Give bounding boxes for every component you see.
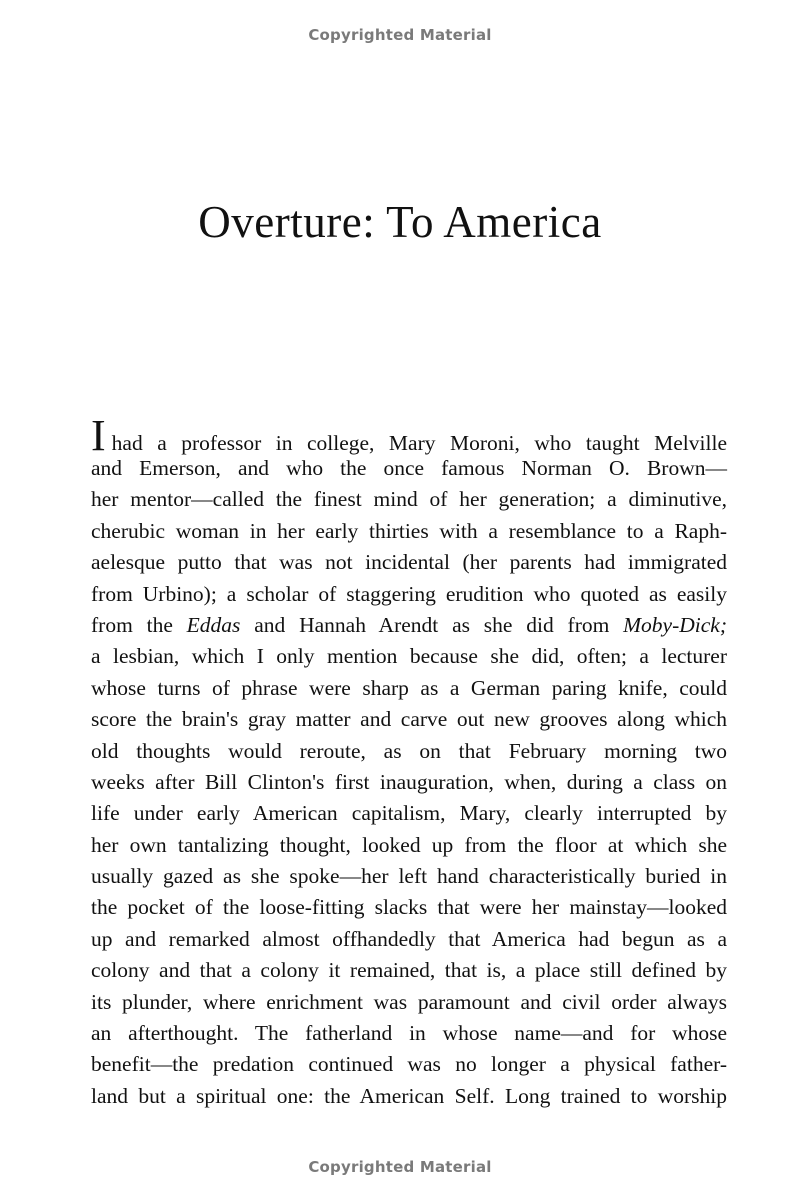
text-line: usually gazed as she spoke—her left hand characteristically buried in xyxy=(91,864,727,889)
copyright-watermark-bottom: Copyrighted Material xyxy=(308,1158,492,1176)
text-line: aelesque putto that was not incidental (her parents had immigrated xyxy=(91,550,727,575)
text-segment: from the xyxy=(91,612,187,637)
text-line: benefit—the predation continued was no longer a physical father- xyxy=(91,1052,727,1077)
italic-title-eddas: Eddas xyxy=(186,612,241,637)
text-line: colony and that a colony it remained, that is, a place still defined by xyxy=(91,958,727,983)
text-line: life under early American capitalism, Mary, clearly interrupted by xyxy=(91,801,727,826)
text-line: weeks after Bill Clinton's first inauguration, when, during a class on xyxy=(91,769,727,794)
text-line: old thoughts would reroute, as on that February morning two xyxy=(91,738,727,763)
italic-title-moby-dick: Moby-Dick; xyxy=(623,612,727,637)
text-line xyxy=(91,411,727,460)
copyright-watermark-top: Copyrighted Material xyxy=(308,26,492,44)
text-line: score the brain's gray matter and carve out new grooves along which xyxy=(91,707,727,732)
text-line: an afterthought. The fatherland in whose name—and for whose xyxy=(91,1021,727,1046)
text-segment: and Hannah Arendt as she did from xyxy=(240,612,624,637)
text-line: her mentor—called the finest mind of her generation; a diminutive, xyxy=(91,487,727,512)
text-line: her own tantalizing thought, looked up from the floor at which she xyxy=(91,832,727,857)
text-line: its plunder, where enrichment was paramount and civil order always xyxy=(91,989,727,1014)
text-line-content: had a professor in college, Mary Moroni, who taught Melville xyxy=(111,431,727,455)
text-line: up and remarked almost offhandedly that America had begun as a xyxy=(91,926,727,951)
text-line: whose turns of phrase were sharp as a German paring knife, could xyxy=(91,675,727,700)
text-line: and Emerson, and who the once famous Norman O. Brown— xyxy=(91,456,727,480)
text-line: the pocket of the loose-fitting slacks that were her mainstay—looked xyxy=(91,895,727,920)
chapter-title: Overture: To America xyxy=(198,197,602,247)
text-line: a lesbian, which I only mention because she did, often; a lecturer xyxy=(91,644,727,669)
body-paragraph xyxy=(91,411,727,1112)
text-line: cherubic woman in her early thirties with a resemblance to a Raph- xyxy=(91,518,727,543)
drop-cap: I xyxy=(91,411,106,460)
text-line: from Urbino); a scholar of staggering erudition who quoted as easily xyxy=(91,581,727,606)
text-line xyxy=(91,610,727,641)
text-line: land but a spiritual one: the American Self. Long trained to worship xyxy=(91,1083,727,1108)
